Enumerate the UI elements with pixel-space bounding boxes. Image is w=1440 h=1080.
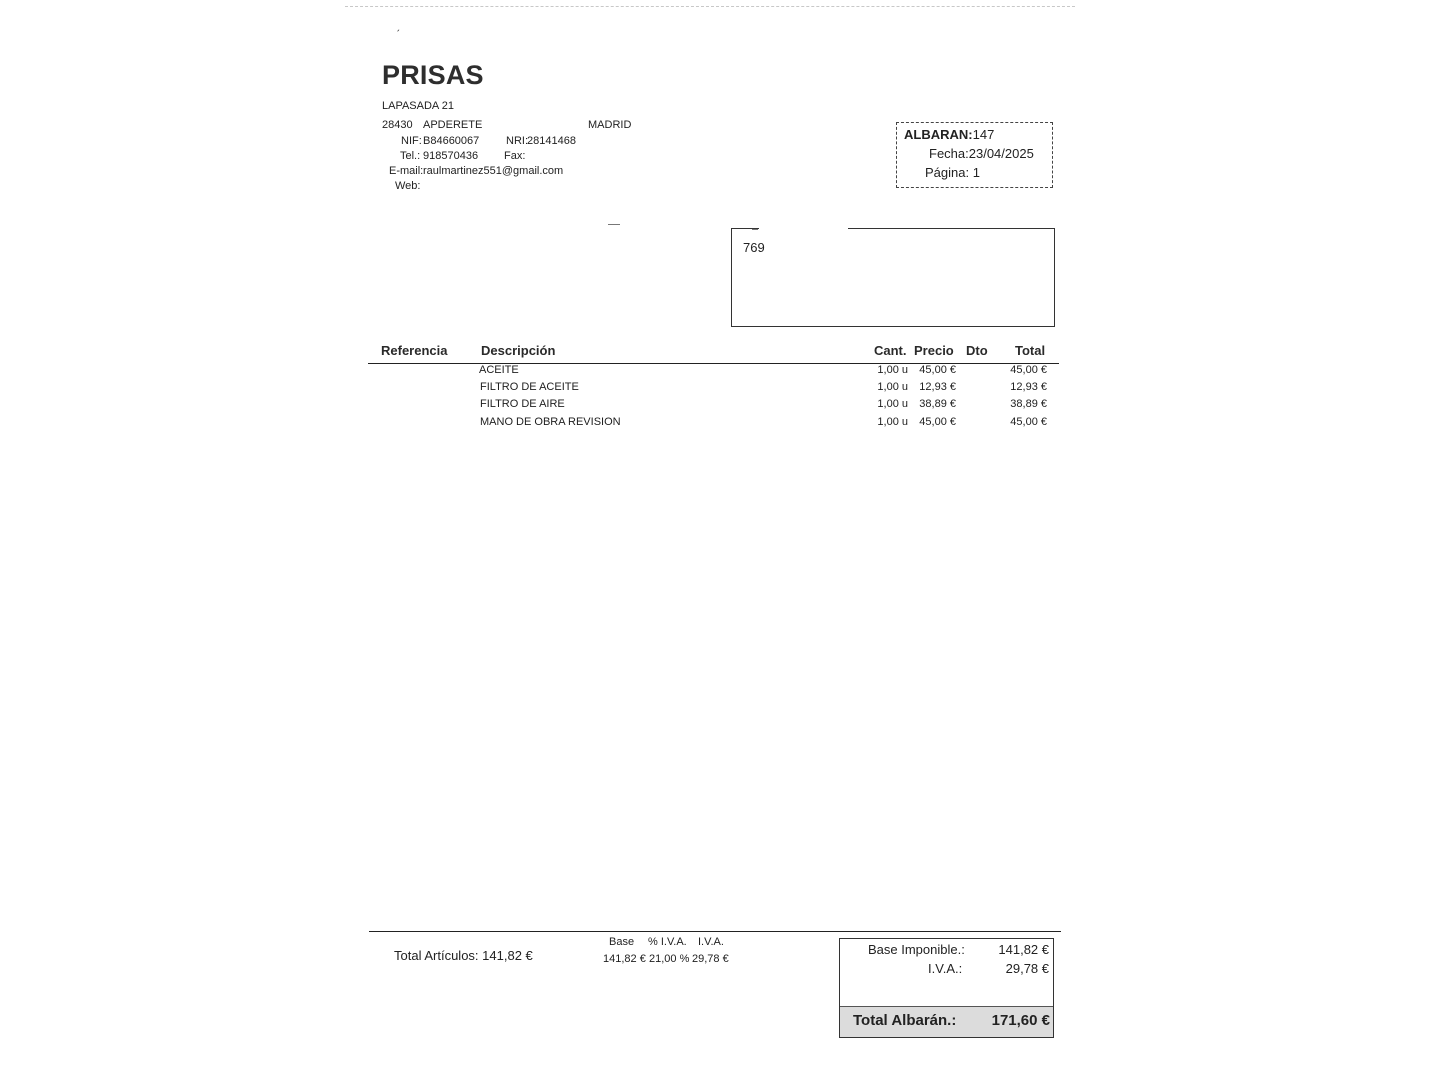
nri-value: 28141468 [527, 135, 576, 147]
line-description: ACEITE [479, 364, 519, 376]
line-description: FILTRO DE ACEITE [480, 381, 579, 393]
client-box-edge [731, 228, 759, 229]
base-imponible-label: Base Imponible.: [868, 942, 965, 957]
tax-header-base: Base [609, 936, 635, 948]
albaran-date: 23/04/2025 [968, 146, 1034, 161]
company-province: MADRID [588, 119, 632, 131]
tel-value: 918570436 [423, 150, 479, 162]
albaran-date-line [929, 146, 1034, 161]
line-quantity: 1,00 u [877, 416, 908, 428]
scan-edge [345, 6, 1075, 7]
company-name: PRISAS [382, 60, 484, 90]
company-city: APDERETE [423, 119, 483, 131]
footer-rule [369, 931, 1061, 932]
iva-value: 29,78 € [1005, 961, 1049, 976]
nif-label: NIF: [401, 135, 422, 147]
albaran-number: 147 [972, 127, 995, 142]
client-number: 769 [743, 240, 765, 255]
line-total: 12,93 € [1010, 381, 1047, 393]
albaran-page-label: Página: [925, 165, 970, 180]
grand-total-label: Total Albarán.: [853, 1012, 957, 1029]
line-description: FILTRO DE AIRE [480, 398, 565, 410]
header-price: Precio [914, 343, 954, 358]
scan-mark [608, 224, 620, 225]
grand-total-value: 171,60 € [991, 1012, 1050, 1029]
fax-label: Fax: [504, 150, 526, 162]
scan-mark: ˏ [396, 18, 400, 32]
tax-header-iva: I.V.A. [698, 936, 724, 948]
nri-label: NRI: [506, 135, 528, 147]
line-description: MANO DE OBRA REVISION [480, 416, 621, 428]
header-total: Total [1015, 343, 1046, 358]
albaran-page: 1 [972, 165, 980, 180]
company-address: LAPASADA 21 [382, 100, 454, 112]
header-reference: Referencia [381, 343, 448, 358]
line-total: 45,00 € [1010, 416, 1047, 428]
line-price: 45,00 € [919, 416, 956, 428]
client-box [731, 228, 1055, 327]
line-price: 38,89 € [919, 398, 956, 410]
tax-header-percent: % I.V.A. [648, 936, 687, 948]
tel-label: Tel.: [400, 150, 421, 162]
header-discount: Dto [966, 343, 988, 358]
total-articles-label: Total Artículos: [394, 948, 479, 963]
email-value: raulmartinez551@gmail.com [423, 165, 564, 177]
web-label: Web: [395, 180, 421, 192]
line-quantity: 1,00 u [877, 398, 908, 410]
line-quantity: 1,00 u [877, 364, 908, 376]
total-articles-line [394, 948, 533, 963]
line-price: 12,93 € [919, 381, 956, 393]
nif-value: B84660067 [423, 135, 480, 147]
tax-percent-value: 21,00 % [649, 953, 690, 965]
company-postal-code: 28430 [382, 119, 413, 131]
line-total: 38,89 € [1010, 398, 1047, 410]
header-quantity: Cant. [874, 343, 907, 358]
albaran-label: ALBARAN: [904, 127, 973, 142]
tax-iva-value: 29,78 € [692, 953, 729, 965]
albaran-number-line [904, 127, 994, 142]
line-total: 45,00 € [1010, 364, 1047, 376]
iva-label: I.V.A.: [928, 961, 963, 976]
header-description: Descripción [481, 343, 556, 358]
albaran-date-label: Fecha: [929, 146, 969, 161]
email-label: E-mail: [389, 165, 424, 177]
albaran-page-line [925, 165, 980, 180]
tax-base-value: 141,82 € [603, 953, 646, 965]
base-imponible-value: 141,82 € [998, 942, 1049, 957]
total-articles-value: 141,82 € [482, 948, 533, 963]
client-box-edge [848, 228, 1055, 229]
line-price: 45,00 € [919, 364, 956, 376]
line-quantity: 1,00 u [877, 381, 908, 393]
